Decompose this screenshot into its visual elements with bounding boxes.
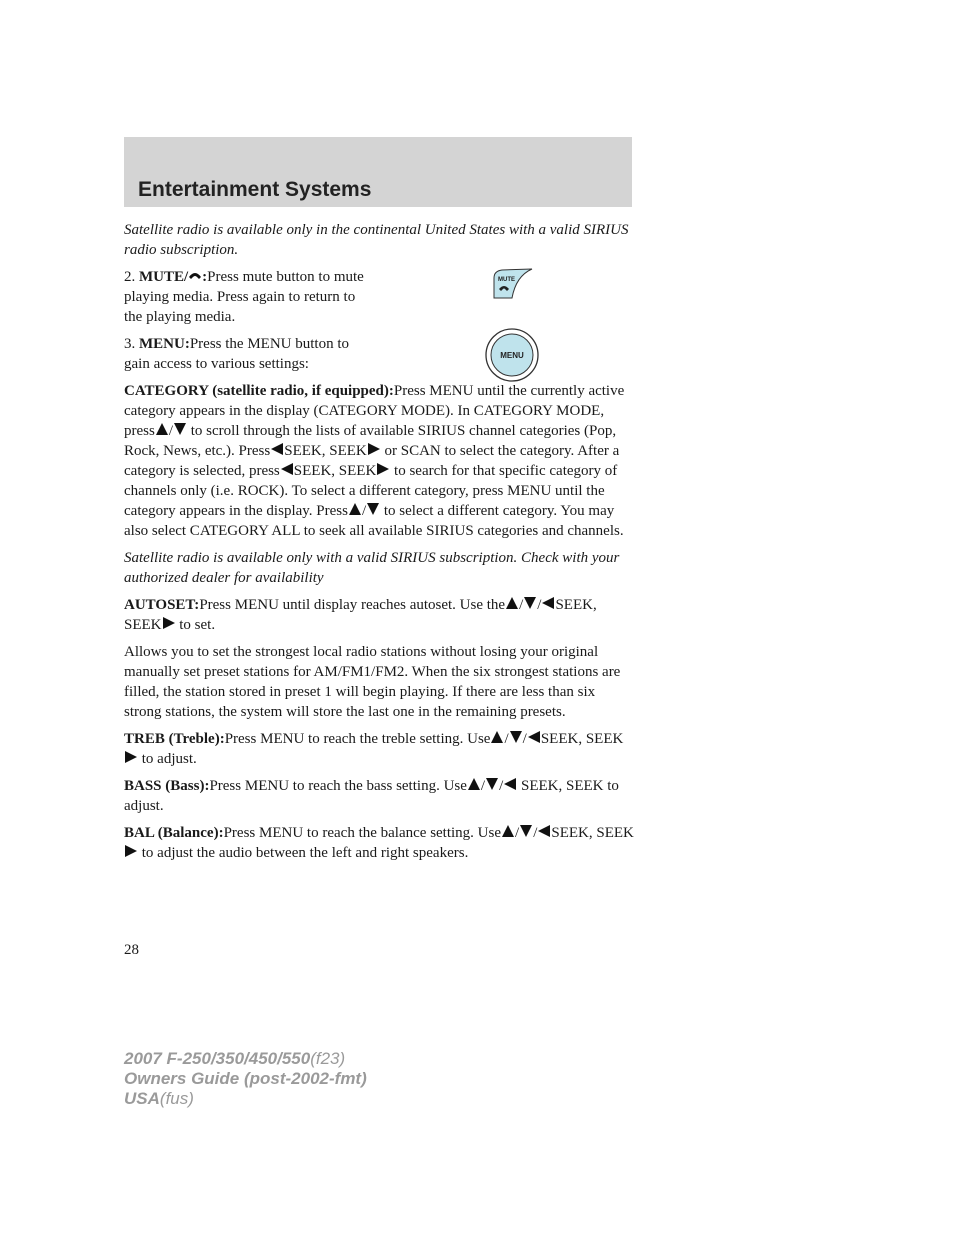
page-number: 28 <box>124 942 139 958</box>
balance-paragraph: BAL (Balance):Press MENU to reach the balance setting. Use / / SEEK, SEEK to adjust the audio between the left and right speakers. <box>124 825 634 861</box>
down-arrow-icon <box>519 824 533 838</box>
right-arrow-icon <box>124 750 138 764</box>
down-arrow-icon <box>509 730 523 744</box>
menu-figure-label: MENU <box>500 351 524 360</box>
section-title: Entertainment Systems <box>138 178 372 201</box>
up-arrow-icon <box>505 596 519 610</box>
left-arrow-icon <box>527 730 541 744</box>
menu-paragraph: 3. MENU:Press the MENU button to gain access to various settings: <box>124 336 349 372</box>
document-footer: 2007 F-250/350/450/550(f23) Owners Guide (post-2002-fmt) USA(fus) <box>124 1049 367 1108</box>
intro-note: Satellite radio is available only in the continental United States with a valid SIRIUS radio subscription. <box>124 222 629 258</box>
mute-paragraph: 2. MUTE/ :Press mute button to mute playing media. Press again to return to the playing media. <box>124 269 364 325</box>
left-arrow-icon <box>270 442 284 456</box>
treble-paragraph: TREB (Treble):Press MENU to reach the treble setting. Use / / SEEK, SEEK to adjust. <box>124 731 624 767</box>
down-arrow-icon <box>173 422 187 436</box>
phone-icon <box>188 268 202 282</box>
autoset-paragraph: AUTOSET:Press MENU until display reaches autoset. Use the / / SEEK, SEEK to set. <box>124 597 597 633</box>
right-arrow-icon <box>367 442 381 456</box>
bass-paragraph: BASS (Bass):Press MENU to reach the bass setting. Use / / SEEK, SEEK to adjust. <box>124 778 619 814</box>
right-arrow-icon <box>376 462 390 476</box>
up-arrow-icon <box>155 422 169 436</box>
left-arrow-icon <box>541 596 555 610</box>
manual-content <box>124 220 636 870</box>
category-paragraph: CATEGORY (satellite radio, if equipped):Press MENU until the currently active category appears in the display (CATEGORY MODE). In CATEGORY MODE, press / to scroll through the lists of available SIRIUS channel categories (Pop, Rock, News, etc.). Press SEEK, SEEK or SCAN to select the category. After a category is selected, press SEEK, SEEK to search for that specific category of channels only (i.e. ROCK). To select a different category, press MENU until the category appears in the display. Press / to select a different category. You may also select CATEGORY ALL to seek all available SIRIUS categories and channels. <box>124 383 625 539</box>
up-arrow-icon <box>490 730 504 744</box>
satellite-note: Satellite radio is available only with a valid SIRIUS subscription. Check with your authorized dealer for availability <box>124 550 620 586</box>
down-arrow-icon <box>523 596 537 610</box>
up-arrow-icon <box>348 502 362 516</box>
down-arrow-icon <box>485 777 499 791</box>
autoset-description: Allows you to set the strongest local radio stations without losing your original manually set preset stations for AM/FM1/FM2. When the six strongest stations are filled, the station stored in preset 1 will begin playing. If there are less than six strong stations, the system will store the last one in the remaining presets. <box>124 644 621 720</box>
left-arrow-icon <box>280 462 294 476</box>
mute-figure-label: MUTE <box>498 277 515 283</box>
down-arrow-icon <box>366 502 380 516</box>
right-arrow-icon <box>162 616 176 630</box>
up-arrow-icon <box>467 777 481 791</box>
right-arrow-icon <box>124 844 138 858</box>
left-arrow-icon <box>537 824 551 838</box>
up-arrow-icon <box>501 824 515 838</box>
left-arrow-icon <box>503 777 517 791</box>
